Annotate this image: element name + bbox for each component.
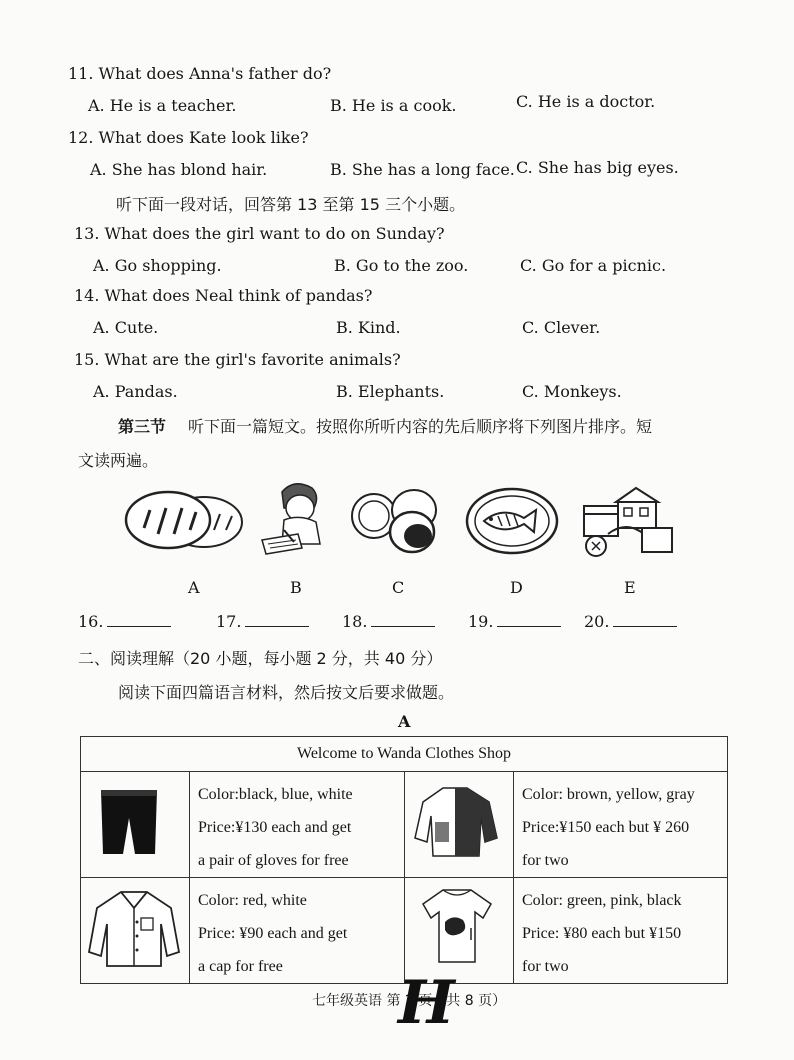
question-13-stem: 13. What does the girl want to do on Sunday? bbox=[74, 224, 445, 243]
jacket-price: Price:¥150 each but ¥ 260 bbox=[522, 819, 690, 836]
pants-color: Color:black, blue, white bbox=[198, 786, 353, 803]
passage-label: A bbox=[398, 712, 411, 731]
picture-label-c: C bbox=[392, 578, 405, 597]
answer-blank-16[interactable] bbox=[78, 612, 171, 631]
page-footer: 七年级英语 第 2 页（共 8 页） bbox=[312, 993, 507, 1009]
tshirt-description bbox=[514, 878, 728, 984]
answer-blank-17[interactable] bbox=[216, 612, 309, 631]
shop-table bbox=[80, 736, 728, 984]
answer-blank-18[interactable] bbox=[342, 612, 435, 631]
jacket-icon bbox=[405, 772, 513, 870]
fish-plate-icon bbox=[464, 486, 560, 556]
jacket-description bbox=[514, 772, 728, 878]
student-writing-icon bbox=[254, 478, 330, 556]
jacket-color: Color: brown, yellow, gray bbox=[522, 786, 695, 803]
question-14-option-c: C. Clever. bbox=[522, 318, 601, 337]
tshirt-color: Color: green, pink, black bbox=[522, 892, 682, 909]
shirt-color: Color: red, white bbox=[198, 892, 307, 909]
blank-number: 16. bbox=[78, 612, 104, 631]
question-14-stem: 14. What does Neal think of pandas? bbox=[74, 286, 373, 305]
tshirt-price: Price: ¥80 each but ¥150 bbox=[522, 925, 682, 942]
jacket-image-cell bbox=[405, 772, 514, 878]
blank-number: 20. bbox=[584, 612, 610, 631]
instruction-13-15: 听下面一段对话，回答第 13 至第 15 三个小题。 bbox=[116, 195, 466, 214]
question-14-option-a: A. Cute. bbox=[93, 318, 159, 337]
blank-line bbox=[497, 612, 561, 627]
question-11-option-c: C. He is a doctor. bbox=[516, 92, 656, 111]
bread-icon bbox=[122, 486, 246, 556]
question-13-option-a: A. Go shopping. bbox=[93, 256, 222, 275]
part2-heading: 二、阅读理解（20 小题，每小题 2 分，共 40 分） bbox=[78, 649, 443, 668]
shirt-image-cell bbox=[81, 878, 190, 984]
question-12-option-a: A. She has blond hair. bbox=[90, 160, 268, 179]
question-13-option-b: B. Go to the zoo. bbox=[334, 256, 469, 275]
pants-image-cell bbox=[81, 772, 190, 878]
question-13-option-c: C. Go for a picnic. bbox=[520, 256, 667, 275]
blank-line bbox=[245, 612, 309, 627]
question-15-option-a: A. Pandas. bbox=[93, 382, 178, 401]
pants-icon bbox=[81, 772, 189, 870]
answer-blank-20[interactable] bbox=[584, 612, 677, 631]
tshirt-icon bbox=[405, 878, 513, 976]
question-15-option-b: B. Elephants. bbox=[336, 382, 445, 401]
shirt-offer: a cap for free bbox=[198, 958, 283, 975]
shirt-icon bbox=[81, 878, 189, 976]
question-11-option-a: A. He is a teacher. bbox=[88, 96, 237, 115]
question-14-option-b: B. Kind. bbox=[336, 318, 401, 337]
question-15-stem: 15. What are the girl's favorite animals? bbox=[74, 350, 401, 369]
answer-blank-19[interactable] bbox=[468, 612, 561, 631]
pants-offer: a pair of gloves for free bbox=[198, 852, 349, 869]
house-scene-icon bbox=[578, 484, 676, 558]
shop-title: Welcome to Wanda Clothes Shop bbox=[81, 737, 728, 772]
picture-label-d: D bbox=[510, 578, 523, 597]
question-12-option-b: B. She has a long face. bbox=[330, 160, 515, 179]
blank-number: 17. bbox=[216, 612, 242, 631]
section3-text: 听下面一篇短文。按照你所听内容的先后顺序将下列图片排序。短 bbox=[188, 417, 653, 436]
question-15-option-c: C. Monkeys. bbox=[522, 382, 622, 401]
jacket-offer: for two bbox=[522, 852, 569, 869]
shirt-description bbox=[190, 878, 405, 984]
question-12-option-c: C. She has big eyes. bbox=[516, 158, 679, 177]
shirt-price: Price: ¥90 each and get bbox=[198, 925, 348, 942]
blank-number: 18. bbox=[342, 612, 368, 631]
eggs-icon bbox=[346, 484, 446, 556]
blank-line bbox=[107, 612, 171, 627]
question-11-option-b: B. He is a cook. bbox=[330, 96, 457, 115]
pants-price: Price:¥130 each and get bbox=[198, 819, 352, 836]
picture-label-a: A bbox=[188, 578, 200, 597]
tshirt-offer: for two bbox=[522, 958, 569, 975]
stamp-letter-h: H bbox=[398, 968, 455, 1038]
part2-instruction: 阅读下面四篇语言材料，然后按文后要求做题。 bbox=[118, 683, 455, 702]
pants-description bbox=[190, 772, 405, 878]
question-11-stem: 11. What does Anna's father do? bbox=[68, 64, 332, 83]
blank-number: 19. bbox=[468, 612, 494, 631]
section3-text-line1 bbox=[118, 414, 652, 437]
blank-line bbox=[613, 612, 677, 627]
question-12-stem: 12. What does Kate look like? bbox=[68, 128, 309, 147]
picture-label-e: E bbox=[624, 578, 636, 597]
section3-text-line2: 文读两遍。 bbox=[78, 451, 159, 470]
picture-label-b: B bbox=[290, 578, 302, 597]
section3-heading: 第三节 bbox=[118, 417, 167, 436]
blank-line bbox=[371, 612, 435, 627]
